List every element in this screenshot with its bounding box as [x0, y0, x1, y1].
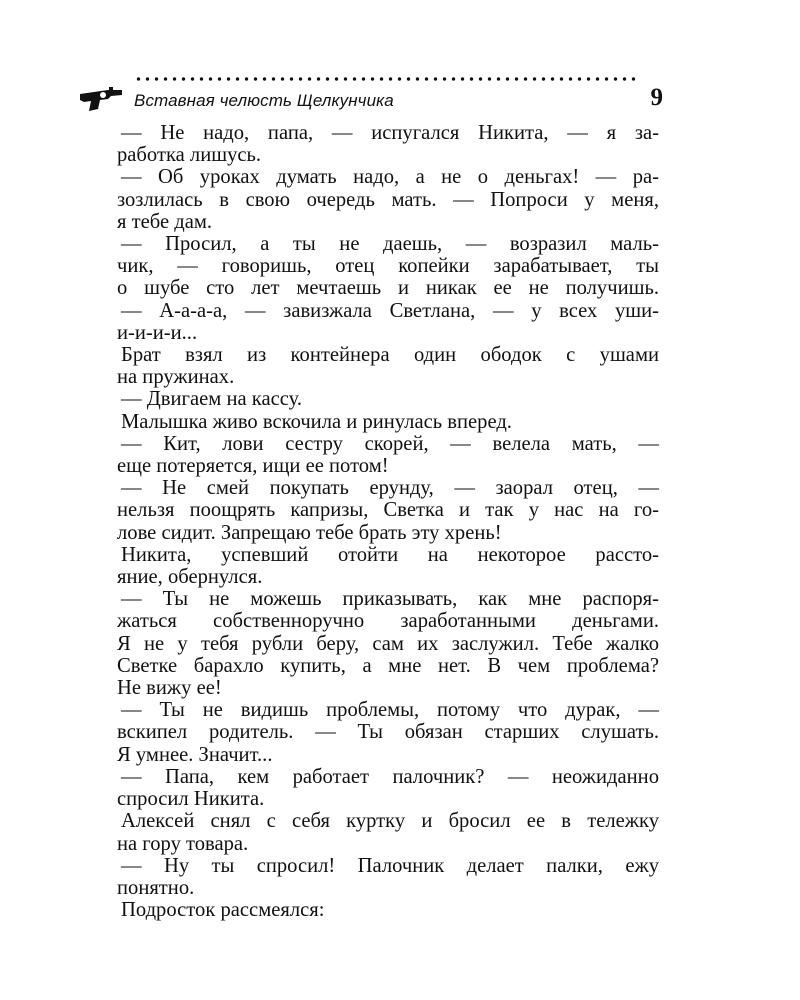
- text-line: на пружинах.: [117, 366, 235, 389]
- text-line: Никита, успевший отойти на некоторое рассто-: [121, 543, 659, 566]
- text-line: Малышка живо вскочила и ринулась вперед.: [121, 410, 512, 433]
- text-line: на гору товара.: [117, 832, 249, 855]
- text-line: спросил Никита.: [117, 788, 265, 811]
- text-line: — Кит, лови сестру скорей, — велела мать, —: [121, 432, 659, 455]
- text-line: лове сидит. Запрещаю тебе брать эту хрень!: [117, 521, 502, 544]
- running-title: Вставная челюсть Щелкунчика: [134, 91, 394, 110]
- text-line: зозлилась в свою очередь мать. — Попроси у меня,: [117, 188, 659, 211]
- text-line: — А-а-а-а, — завизжала Светлана, — у всех уши-: [121, 299, 659, 322]
- text-line: о шубе сто лет мечтаешь и никак ее не получишь.: [117, 277, 659, 300]
- text-line: нельзя поощрять капризы, Светка и так у нас на го-: [117, 499, 659, 522]
- text-line: — Ты не видишь проблемы, потому что дурак, —: [121, 699, 659, 722]
- text-line: Не вижу ее!: [117, 677, 222, 700]
- revolver-icon: [78, 84, 124, 112]
- header-dotted-rule: [134, 76, 639, 82]
- text-line: — Папа, кем работает палочник? — неожиданно: [121, 765, 659, 788]
- text-line: — Просил, а ты не даешь, — возразил маль-: [121, 233, 659, 256]
- text-line: Брат взял из контейнера один ободок с ушами: [121, 344, 659, 367]
- text-line: Подросток рассмеялся:: [121, 899, 325, 922]
- text-line: я тебе дам.: [117, 210, 213, 233]
- text-line: — Двигаем на кассу.: [121, 388, 302, 411]
- text-line: яние, обернулся.: [117, 566, 263, 589]
- text-line: — Не смей покупать ерунду, — заорал отец, —: [121, 477, 659, 500]
- text-line: понятно.: [117, 876, 195, 899]
- text-line: вскипел родитель. — Ты обязан старших слушать.: [117, 721, 659, 744]
- text-line: — Ты не можешь приказывать, как мне распоря-: [121, 588, 659, 611]
- page-number: 9: [650, 84, 663, 111]
- body-text: [117, 122, 659, 921]
- text-line: чик, — говоришь, отец копейки зарабатывает, ты: [117, 255, 659, 278]
- page-header: [78, 74, 663, 114]
- text-line: Светке барахло купить, а мне нет. В чем проблема?: [117, 654, 659, 677]
- text-line: работка лишусь.: [117, 144, 262, 167]
- text-line: и-и-и-и...: [117, 321, 198, 344]
- text-line: — Ну ты спросил! Палочник делает палки, ежу: [121, 854, 659, 877]
- text-line: Алексей снял с себя куртку и бросил ее в тележку: [121, 810, 659, 833]
- text-line: Я умнее. Значит...: [117, 743, 273, 766]
- text-line: Я не у тебя рубли беру, сам их заслужил. Тебе жалко: [117, 632, 659, 655]
- text-line: — Не надо, папа, — испугался Никита, — я за-: [121, 122, 659, 144]
- text-line: — Об уроках думать надо, а не о деньгах! — ра-: [121, 166, 659, 189]
- text-line: жаться собственноручно заработанными деньгами.: [117, 610, 659, 633]
- text-line: еще потеряется, ищи ее потом!: [117, 455, 389, 478]
